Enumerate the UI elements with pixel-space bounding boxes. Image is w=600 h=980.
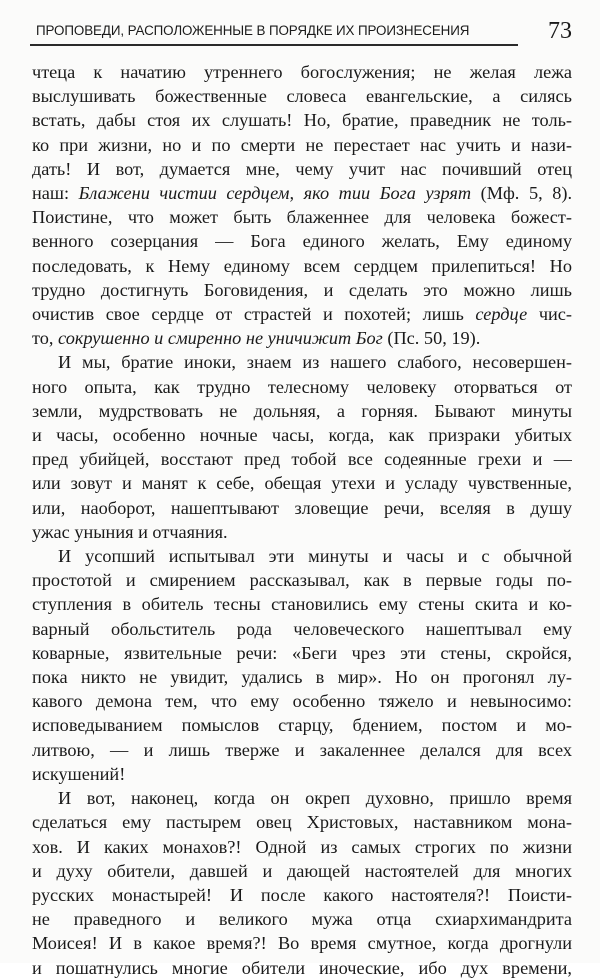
text-run: (Пс. 50, 19). [382, 328, 481, 349]
text-line [32, 786, 572, 810]
text-run: кавого демона тем, что ему особенно тяжело и невыносимо: [32, 691, 572, 712]
text-run: (Мф. 5, 8). [471, 183, 572, 204]
page-number: 73 [548, 18, 572, 44]
text-run: простотой и смирением рассказывал, как в первые годы по- [32, 570, 572, 591]
text-run: венного созерцания — Бога единого желать, Ему единому [32, 231, 572, 252]
text-line [32, 229, 572, 253]
text-line [32, 423, 572, 447]
text-line [32, 471, 572, 495]
text-run: и духу обители, давшей и дающей настоятелей для многих [32, 860, 572, 881]
text-run: И вот, наконец, когда он окреп духовно, пришло время [58, 788, 572, 809]
text-run: дать! И вот, думается мне, чему учит нас почивший отец [32, 158, 572, 179]
text-line [32, 738, 572, 762]
text-run: варный обольститель рода человеческого нашептывал ему [32, 618, 572, 639]
text-run: И усопший испытывал эти минуты и часы и с обычной [58, 546, 572, 567]
text-line [32, 399, 572, 423]
text-run: трудно достигнуть Боговидения, и сделать это можно лишь [32, 279, 572, 300]
italic-quote: Блажени чистии сердцем, яко тии Бога узрят [78, 183, 472, 204]
text-run: хов. И каких монахов?! Одной из самых строгих по жизни [32, 836, 572, 857]
paragraph [32, 350, 572, 544]
text-run: литвою, — и лишь тверже и закаленнее делался для всех [32, 739, 572, 760]
text-run: очистив свое сердце от страстей и похотей; лишь [32, 304, 476, 325]
text-run: сделаться ему пастырем овец Христовых, наставником мона- [32, 812, 572, 833]
text-line [32, 883, 572, 907]
text-line [32, 60, 572, 84]
text-line [32, 956, 572, 980]
text-run: чис- [527, 304, 572, 325]
text-line [32, 254, 572, 278]
text-run: Поистине, что может быть блаженнее для человека божест- [32, 207, 572, 228]
text-line [32, 133, 572, 157]
text-line [32, 931, 572, 955]
text-run: встать, дабы стоя их слушать! Но, братие, праведник не толь- [32, 110, 572, 131]
text-line [32, 447, 572, 471]
italic-quote: сокрушенно и смиренно не уничижит Бог [58, 328, 383, 349]
text-line [32, 665, 572, 689]
text-line [32, 689, 572, 713]
text-line [32, 84, 572, 108]
italic-quote: сердце [475, 304, 528, 325]
paragraph [32, 544, 572, 786]
text-line [32, 181, 572, 205]
text-run: и часы, особенно ночные часы, когда, как призраки убитых [32, 425, 572, 446]
text-line [32, 157, 572, 181]
text-line [32, 907, 572, 931]
text-run: Моисея! И в какое время?! Во время смутное, когда дрогнули [32, 933, 572, 954]
text-run: или, наоборот, нашептывают зловещие речи, вселяя в душу [32, 497, 572, 518]
text-run: пред убийцей, восстают пред тобой все содеянные грехи и — [32, 449, 572, 470]
text-run: наш: [32, 183, 79, 204]
text-line [32, 810, 572, 834]
text-line [32, 762, 572, 786]
text-run: то, [32, 328, 59, 349]
text-line [32, 544, 572, 568]
text-run: И мы, братие иноки, знаем из нашего слабого, несовершен- [58, 352, 572, 373]
text-run: ужас уныния и отчаяния. [32, 521, 228, 542]
text-run: ступления в обитель тесны становились ему стены скита и ко- [32, 594, 572, 615]
text-run: чтеца к начатию утреннего богослужения; не желая лежа [32, 62, 572, 82]
text-run: русских монастырей! И после какого настоятеля?! Поисти- [32, 884, 572, 905]
running-title: ПРОПОВЕДИ, РАСПОЛОЖЕННЫЕ В ПОРЯДКЕ ИХ ПРОИЗНЕСЕНИЯ [36, 23, 470, 38]
text-run: ко при жизни, но и по смерти не перестает нас учить и нази- [32, 134, 572, 155]
text-line [32, 326, 572, 350]
text-line [32, 568, 572, 592]
text-line [32, 302, 572, 326]
paragraph [32, 786, 572, 980]
text-line [32, 520, 572, 544]
text-line [32, 859, 572, 883]
text-run: земли, мудрствовать не дольняя, а горняя. Бывают минуты [32, 400, 572, 421]
body-text [32, 60, 572, 980]
text-line [32, 496, 572, 520]
text-run: искушений! [32, 763, 126, 784]
text-run: коварные, язвительные речи: «Беги чрез эти стены, скройся, [32, 642, 572, 663]
text-run: последовать, к Нему единому всем сердцем прилепиться! Но [32, 255, 572, 276]
text-run: пока никто не увидит, удались в мир». Но он прогонял лу- [32, 667, 572, 688]
text-run: исповедыванием помыслов старцу, бдением, постом и мо- [32, 715, 572, 736]
text-run: выслушивать божественные словеса евангельские, а силясь [32, 86, 572, 107]
text-line [32, 108, 572, 132]
text-run: ного опыта, как трудно телесному человеку оторваться от [32, 376, 572, 397]
text-line [32, 350, 572, 374]
text-run: или зовут и манят к себе, обещая утехи и усладу чувственные, [32, 473, 572, 494]
running-header [30, 18, 572, 48]
paragraph [32, 60, 572, 350]
text-run: и пошатнулись многие обители иноческие, ибо дух времени, [32, 957, 572, 978]
text-line [32, 617, 572, 641]
text-run: не праведного и великого мужа отца схиархимандрита [32, 909, 572, 930]
text-line [32, 835, 572, 859]
text-line [32, 641, 572, 665]
header-rule [30, 44, 518, 46]
text-line [32, 592, 572, 616]
text-line [32, 713, 572, 737]
text-line [32, 375, 572, 399]
text-line [32, 278, 572, 302]
text-line [32, 205, 572, 229]
